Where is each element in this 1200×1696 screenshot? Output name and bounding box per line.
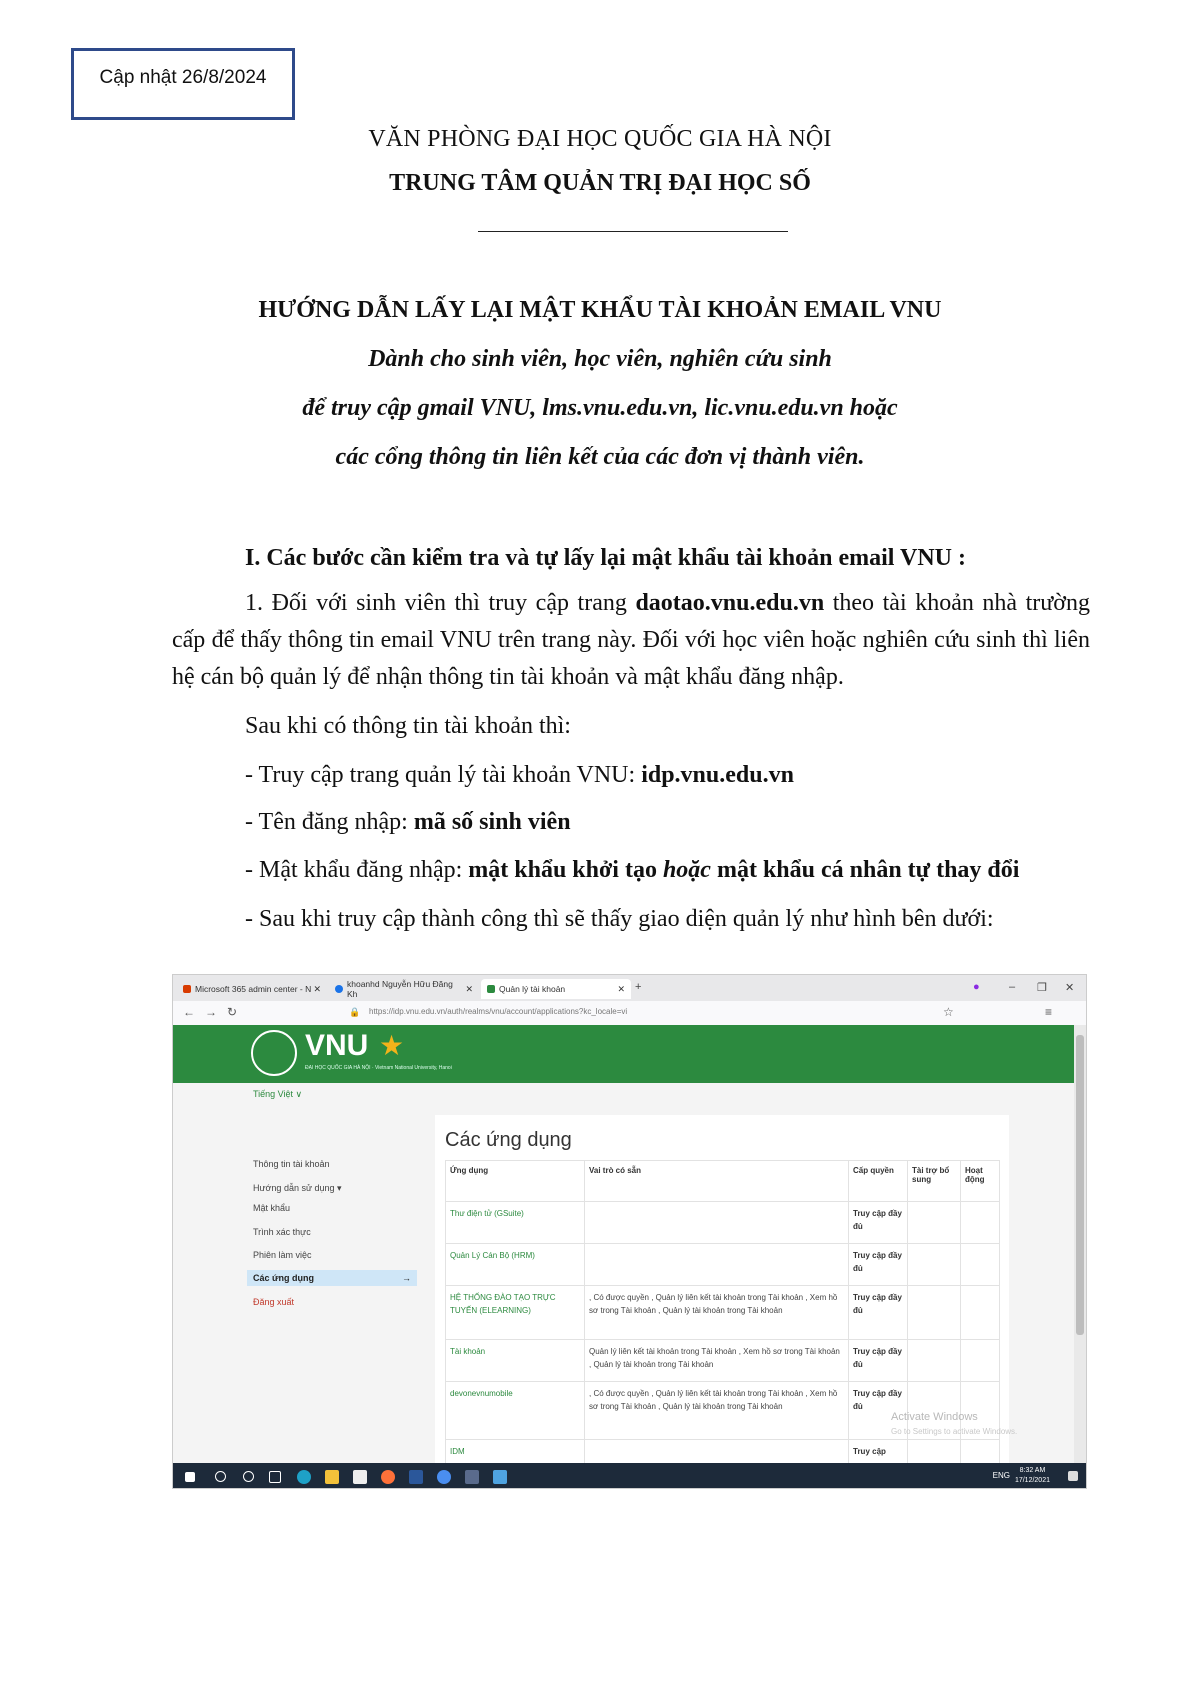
search-icon[interactable] <box>215 1471 226 1482</box>
panel-title: Các ứng dụng <box>445 1129 572 1151</box>
file-explorer-icon[interactable] <box>325 1470 339 1484</box>
browser-tab[interactable]: Microsoft 365 admin center - N ✕ <box>177 979 327 999</box>
vnu-logo: VNU <box>305 1029 369 1062</box>
edge-icon[interactable] <box>297 1470 311 1484</box>
after-info-text: Sau khi có thông tin tài khoản thì: <box>245 713 571 739</box>
menu-password[interactable]: Mật khẩu <box>253 1203 291 1213</box>
window-close-icon[interactable]: ✕ <box>1065 982 1075 994</box>
browser-tab-active[interactable]: Quản lý tài khoản ✕ <box>481 979 631 999</box>
minimize-icon[interactable]: – <box>1009 981 1016 993</box>
item2-label: - Tên đăng nhập: <box>245 809 414 835</box>
cortana-icon[interactable] <box>243 1471 254 1482</box>
activate-windows-watermark: Activate Windows <box>891 1411 978 1423</box>
system-tray-language[interactable]: ENG <box>992 1471 1010 1480</box>
subtitle-1: Dành cho sinh viên, học viên, nghiên cứu sinh <box>368 346 832 372</box>
forward-icon[interactable]: → <box>205 1005 217 1019</box>
password-value-b: mật khẩu cá nhân tự thay đổi <box>710 857 1020 883</box>
firefox-icon[interactable] <box>381 1470 395 1484</box>
col-header: Vai trò có sẵn <box>585 1161 849 1202</box>
browser-tab-bar <box>173 975 1086 1001</box>
new-tab-icon[interactable]: + <box>635 981 642 993</box>
item-access-page <box>245 757 794 794</box>
star-icon: ★ <box>379 1030 405 1061</box>
menu-applications[interactable]: Các ứng dụng → <box>247 1270 417 1286</box>
task-view-icon[interactable] <box>269 1471 281 1483</box>
site-icon <box>487 985 495 993</box>
col-header: Tài trợ bổ sung <box>908 1161 961 1202</box>
table-row: Quản Lý Cán Bộ (HRM) Truy cập đầy đủ <box>446 1244 1000 1286</box>
item-password <box>245 852 1019 889</box>
lock-icon: 🔒 <box>349 1007 361 1017</box>
chat-icon[interactable] <box>437 1470 451 1484</box>
menu-sessions[interactable]: Phiên làm việc <box>253 1250 312 1260</box>
divider <box>478 231 788 232</box>
org-line: VĂN PHÒNG ĐẠI HỌC QUỐC GIA HÀ NỘI <box>368 126 832 152</box>
address-bar <box>173 1001 1086 1026</box>
table-row: Thư điện tử (GSuite) Truy cập đầy đủ <box>446 1202 1000 1244</box>
col-header: Cấp quyền <box>849 1161 908 1202</box>
table-row: HỆ THỐNG ĐÀO TẠO TRỰC TUYẾN (ELEARNING) , Có được quyền , Quản lý liên kết tài khoản trong Tài khoản , Xem hồ sơ trong Tài khoản , Quản lý tài khoản trong Tài khoản Truy cập đầy đủ <box>446 1286 1000 1340</box>
scrollbar-thumb[interactable] <box>1076 1035 1084 1335</box>
store-icon[interactable] <box>353 1470 367 1484</box>
menu-icon[interactable]: ≡ <box>1045 1005 1053 1019</box>
word-icon[interactable] <box>409 1470 423 1484</box>
close-icon[interactable]: ✕ <box>617 983 625 994</box>
item3-label: - Mật khẩu đăng nhập: <box>245 857 469 883</box>
col-header: Ứng dụng <box>446 1161 585 1202</box>
bookmark-star-icon[interactable]: ☆ <box>943 1005 954 1019</box>
photos-icon[interactable] <box>493 1470 507 1484</box>
username-value: mã số sinh viên <box>413 809 571 835</box>
table-row: devonevnumobile , Có được quyền , Quản lý liên kết tài khoản trong Tài khoản , Xem hồ sơ trong Tài khoản , Quản lý tài khoản trong Tài khoản Truy cập đầy đủ <box>446 1382 1000 1440</box>
vnu-emblem-icon <box>251 1030 297 1076</box>
update-note: Cập nhật 26/8/2024 <box>99 67 267 88</box>
update-note-box <box>71 48 295 120</box>
section-heading: I. Các bước cần kiểm tra và tự lấy lại mật khẩu tài khoản email VNU : <box>245 545 966 571</box>
vnu-logo-subtitle: ĐẠI HỌC QUỐC GIA HÀ NỘI · Vietnam National University, Hanoi <box>305 1065 452 1071</box>
paragraph-1 <box>172 585 1090 696</box>
table-row: IDM Truy cập <box>446 1440 1000 1464</box>
notification-icon[interactable] <box>1068 1471 1078 1481</box>
idp-url: idp.vnu.edu.vn <box>641 762 794 788</box>
taskbar-clock[interactable]: 8:32 AM 17/12/2021 <box>1014 1467 1050 1484</box>
windows-taskbar <box>173 1463 1086 1489</box>
table-row: Tài khoản Quản lý liên kết tài khoản trong Tài khoản , Xem hồ sơ trong Tài khoản , Quản lý tài khoản trong Tài khoản Truy cập đầy đủ <box>446 1340 1000 1382</box>
document-title: HƯỚNG DẪN LẤY LẠI MẬT KHẨU TÀI KHOẢN EMAIL VNU <box>258 297 942 323</box>
item-username <box>245 804 571 841</box>
url-field[interactable]: https://idp.vnu.edu.vn/auth/realms/vnu/account/applications?kc_locale=vi <box>369 1007 628 1016</box>
menu-account-info[interactable]: Thông tin tài khoản <box>253 1159 330 1169</box>
item-after-login: - Sau khi truy cập thành công thì sẽ thấy giao diện quản lý như hình bên dưới: <box>245 906 994 932</box>
para1-prefix: 1. Đối với sinh viên thì truy cập trang <box>245 590 636 616</box>
chrome-icon <box>335 985 343 993</box>
profile-icon[interactable]: ● <box>973 981 980 993</box>
reload-icon[interactable]: ↻ <box>227 1005 238 1019</box>
password-or: hoặc <box>662 857 711 883</box>
menu-user-guide[interactable]: Hướng dẫn sử dụng ▾ <box>253 1183 342 1193</box>
vnu-banner <box>173 1025 1086 1083</box>
office-icon <box>183 985 191 993</box>
menu-authenticator[interactable]: Trình xác thực <box>253 1227 311 1237</box>
menu-logout[interactable]: Đăng xuất <box>253 1297 295 1307</box>
maximize-icon[interactable]: ❐ <box>1037 982 1047 994</box>
close-icon[interactable]: ✕ <box>465 983 473 994</box>
account-manager-screenshot <box>172 974 1087 1489</box>
scrollbar[interactable] <box>1074 1025 1086 1463</box>
language-select[interactable]: Tiếng Việt ∨ <box>253 1089 303 1099</box>
password-value-a: mật khẩu khởi tạo <box>468 857 663 883</box>
daotao-link-text: daotao.vnu.edu.vn <box>635 590 825 616</box>
col-header: Hoạt động <box>961 1161 1000 1202</box>
para1-suffix: theo tài khoản nhà trường cấp để thấy thông tin email VNU trên trang này. Đối với học viên hoặc nghiên cứu sinh thì liên hệ cán bộ quản lý để nhận thông tin tài khoản và mật khẩu đăng nhập. <box>172 590 1090 690</box>
close-icon[interactable]: ✕ <box>313 983 321 994</box>
windows-start-icon[interactable] <box>185 1472 195 1482</box>
app-icon[interactable] <box>465 1470 479 1484</box>
subtitle-2: để truy cập gmail VNU, lms.vnu.edu.vn, lic.vnu.edu.vn hoặc <box>302 395 898 421</box>
activate-windows-hint: Go to Settings to activate Windows. <box>891 1427 1018 1436</box>
back-icon[interactable]: ← <box>183 1005 195 1019</box>
item1-label: - Truy cập trang quản lý tài khoản VNU: <box>245 762 642 788</box>
arrow-right-icon: → <box>402 1273 411 1283</box>
subtitle-3: các cổng thông tin liên kết của các đơn vị thành viên. <box>335 444 865 470</box>
center-line: TRUNG TÂM QUẢN TRỊ ĐẠI HỌC SỐ <box>389 170 811 196</box>
browser-tab[interactable]: khoanhd Nguyễn Hữu Đăng Kh ✕ <box>329 979 479 999</box>
